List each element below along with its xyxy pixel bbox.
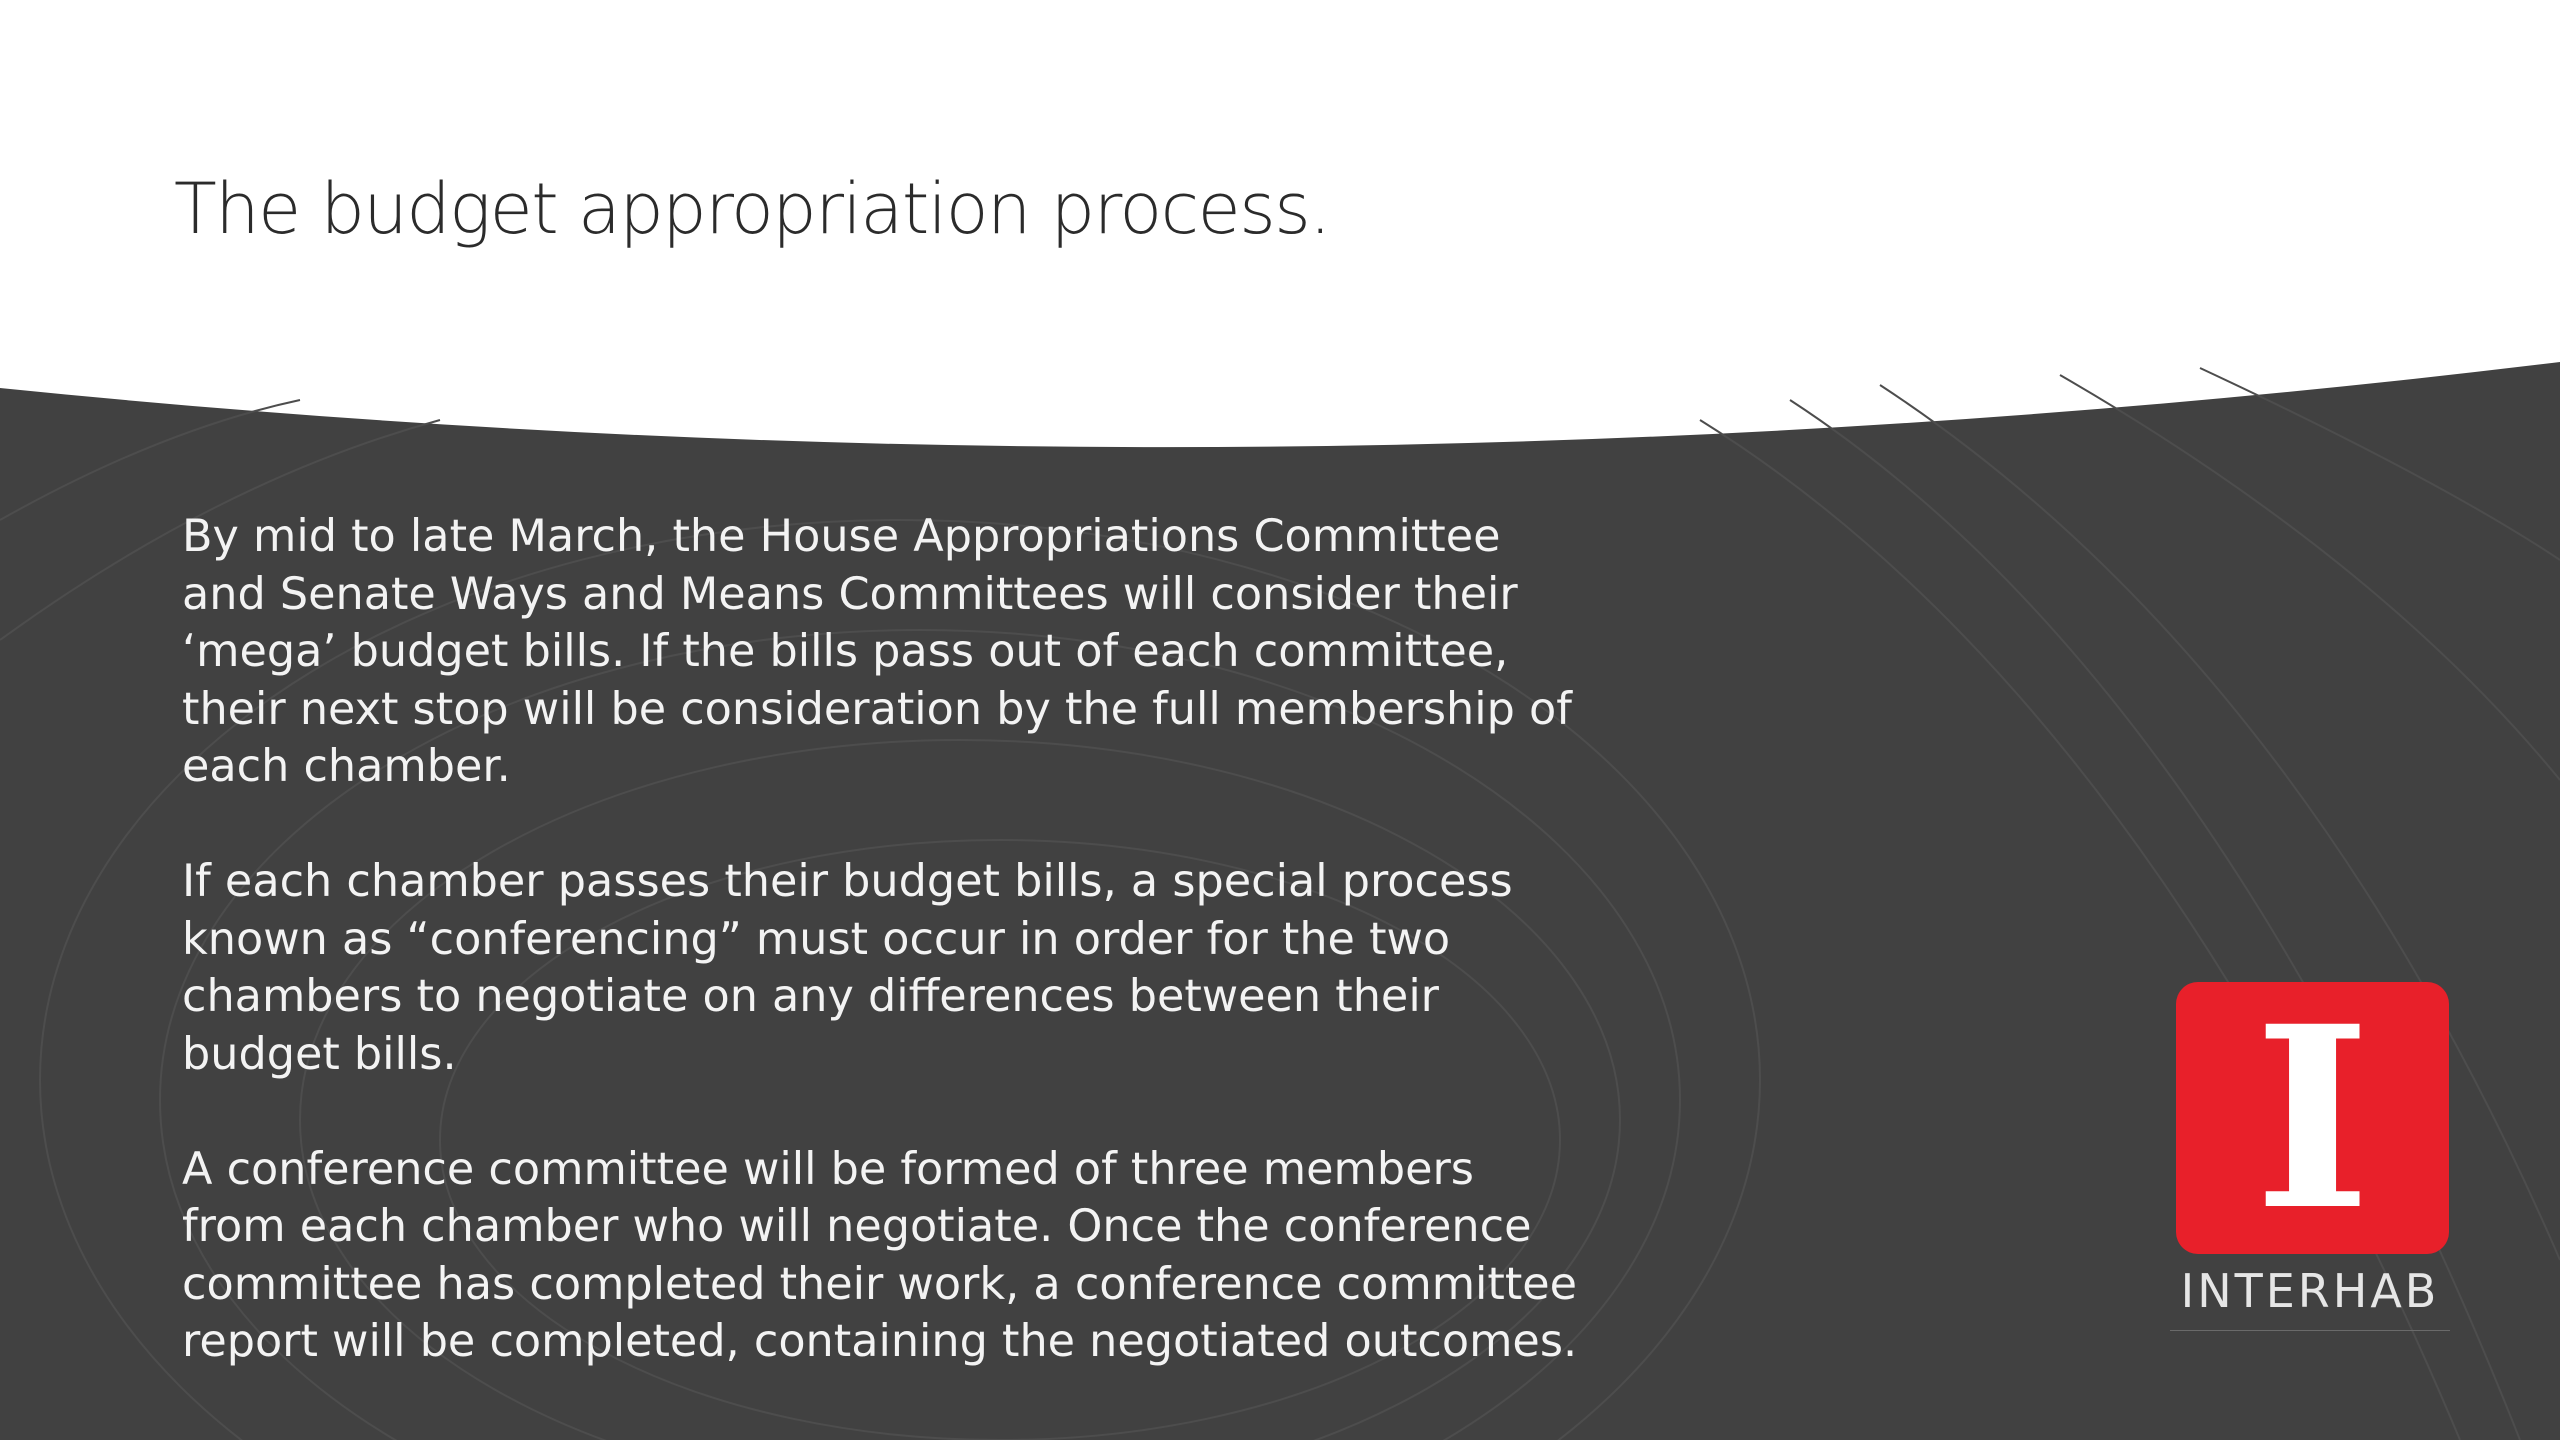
- paragraph-committee-consideration: By mid to late March, the House Appropriations Committee and Senate Ways and Means Committees will consider their ‘mega’ budget bills. If the bills pass out of each committee, their next stop will be consideration by the full membership of each chamber.: [182, 511, 1572, 792]
- logo-wordmark: INTERHAB: [2180, 1264, 2440, 1318]
- logo-underline: [2170, 1330, 2450, 1331]
- paragraph-conferencing: If each chamber passes their budget bills, a special process known as “conferencing” must occur in order for the two chambers to negotiate on any differences between their budget bills.: [182, 856, 1513, 1080]
- body-text: [182, 508, 1742, 1371]
- logo-red-square: [2176, 971, 2449, 1265]
- paragraph-conference-committee: A conference committee will be formed of three members from each chamber who will negotiate. Once the conference committee has completed their work, a conference committee report will be completed, containing the negotiated outcomes.: [182, 1143, 1578, 1367]
- slide-title: The budget appropriation process.: [174, 168, 1330, 250]
- logo-letter: I: [2254, 971, 2371, 1265]
